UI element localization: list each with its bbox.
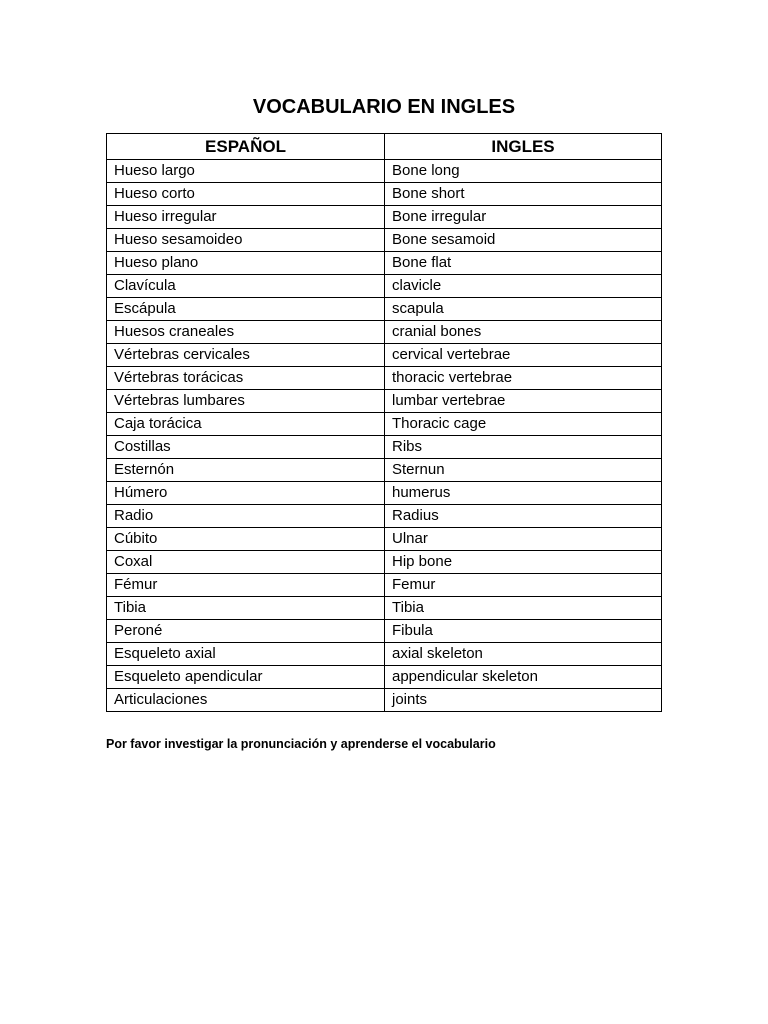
spanish-term: Radio [107,505,385,528]
spanish-term: Hueso corto [107,183,385,206]
column-header-english: INGLES [385,134,662,160]
table-row [107,574,662,597]
footer-note: Por favor investigar la pronunciación y aprenderse el vocabulario [106,737,496,751]
english-term: Bone long [385,160,662,183]
spanish-term: Vértebras torácicas [107,367,385,390]
english-term: cranial bones [385,321,662,344]
english-term: lumbar vertebrae [385,390,662,413]
english-term: Radius [385,505,662,528]
spanish-term: Articulaciones [107,689,385,712]
spanish-term: Hueso largo [107,160,385,183]
english-term: Bone flat [385,252,662,275]
spanish-term: Vértebras lumbares [107,390,385,413]
table-row [107,643,662,666]
english-term: Sternun [385,459,662,482]
english-term: Thoracic cage [385,413,662,436]
table-row [107,252,662,275]
spanish-term: Caja torácica [107,413,385,436]
table-row [107,344,662,367]
table-row [107,367,662,390]
table-row [107,160,662,183]
spanish-term: Tibia [107,597,385,620]
spanish-term: Peroné [107,620,385,643]
english-term: Bone sesamoid [385,229,662,252]
table-row [107,436,662,459]
table-row [107,275,662,298]
spanish-term: Esqueleto axial [107,643,385,666]
english-term: Tibia [385,597,662,620]
english-term: Fibula [385,620,662,643]
table-row [107,528,662,551]
table-row [107,390,662,413]
english-term: thoracic vertebrae [385,367,662,390]
spanish-term: Costillas [107,436,385,459]
spanish-term: Huesos craneales [107,321,385,344]
table-row [107,183,662,206]
table-row [107,229,662,252]
spanish-term: Fémur [107,574,385,597]
spanish-term: Esternón [107,459,385,482]
english-term: Femur [385,574,662,597]
spanish-term: Cúbito [107,528,385,551]
spanish-term: Hueso irregular [107,206,385,229]
table-row [107,620,662,643]
vocabulary-table [106,133,662,712]
english-term: clavicle [385,275,662,298]
english-term: humerus [385,482,662,505]
table-row [107,551,662,574]
spanish-term: Escápula [107,298,385,321]
page-title: VOCABULARIO EN INGLES [252,96,516,118]
english-term: scapula [385,298,662,321]
spanish-term: Húmero [107,482,385,505]
spanish-term: Vértebras cervicales [107,344,385,367]
table-header-row [107,134,662,160]
spanish-term: Esqueleto apendicular [107,666,385,689]
table-row [107,298,662,321]
english-term: cervical vertebrae [385,344,662,367]
table-row [107,459,662,482]
english-term: Ribs [385,436,662,459]
column-header-spanish: ESPAÑOL [107,134,385,160]
spanish-term: Hueso sesamoideo [107,229,385,252]
english-term: Ulnar [385,528,662,551]
english-term: joints [385,689,662,712]
table-row [107,505,662,528]
english-term: appendicular skeleton [385,666,662,689]
table-row [107,597,662,620]
english-term: Bone irregular [385,206,662,229]
table-row [107,206,662,229]
spanish-term: Clavícula [107,275,385,298]
table-row [107,666,662,689]
english-term: axial skeleton [385,643,662,666]
table-row [107,413,662,436]
table-row [107,689,662,712]
spanish-term: Hueso plano [107,252,385,275]
table-row [107,482,662,505]
table-row [107,321,662,344]
english-term: Hip bone [385,551,662,574]
spanish-term: Coxal [107,551,385,574]
english-term: Bone short [385,183,662,206]
